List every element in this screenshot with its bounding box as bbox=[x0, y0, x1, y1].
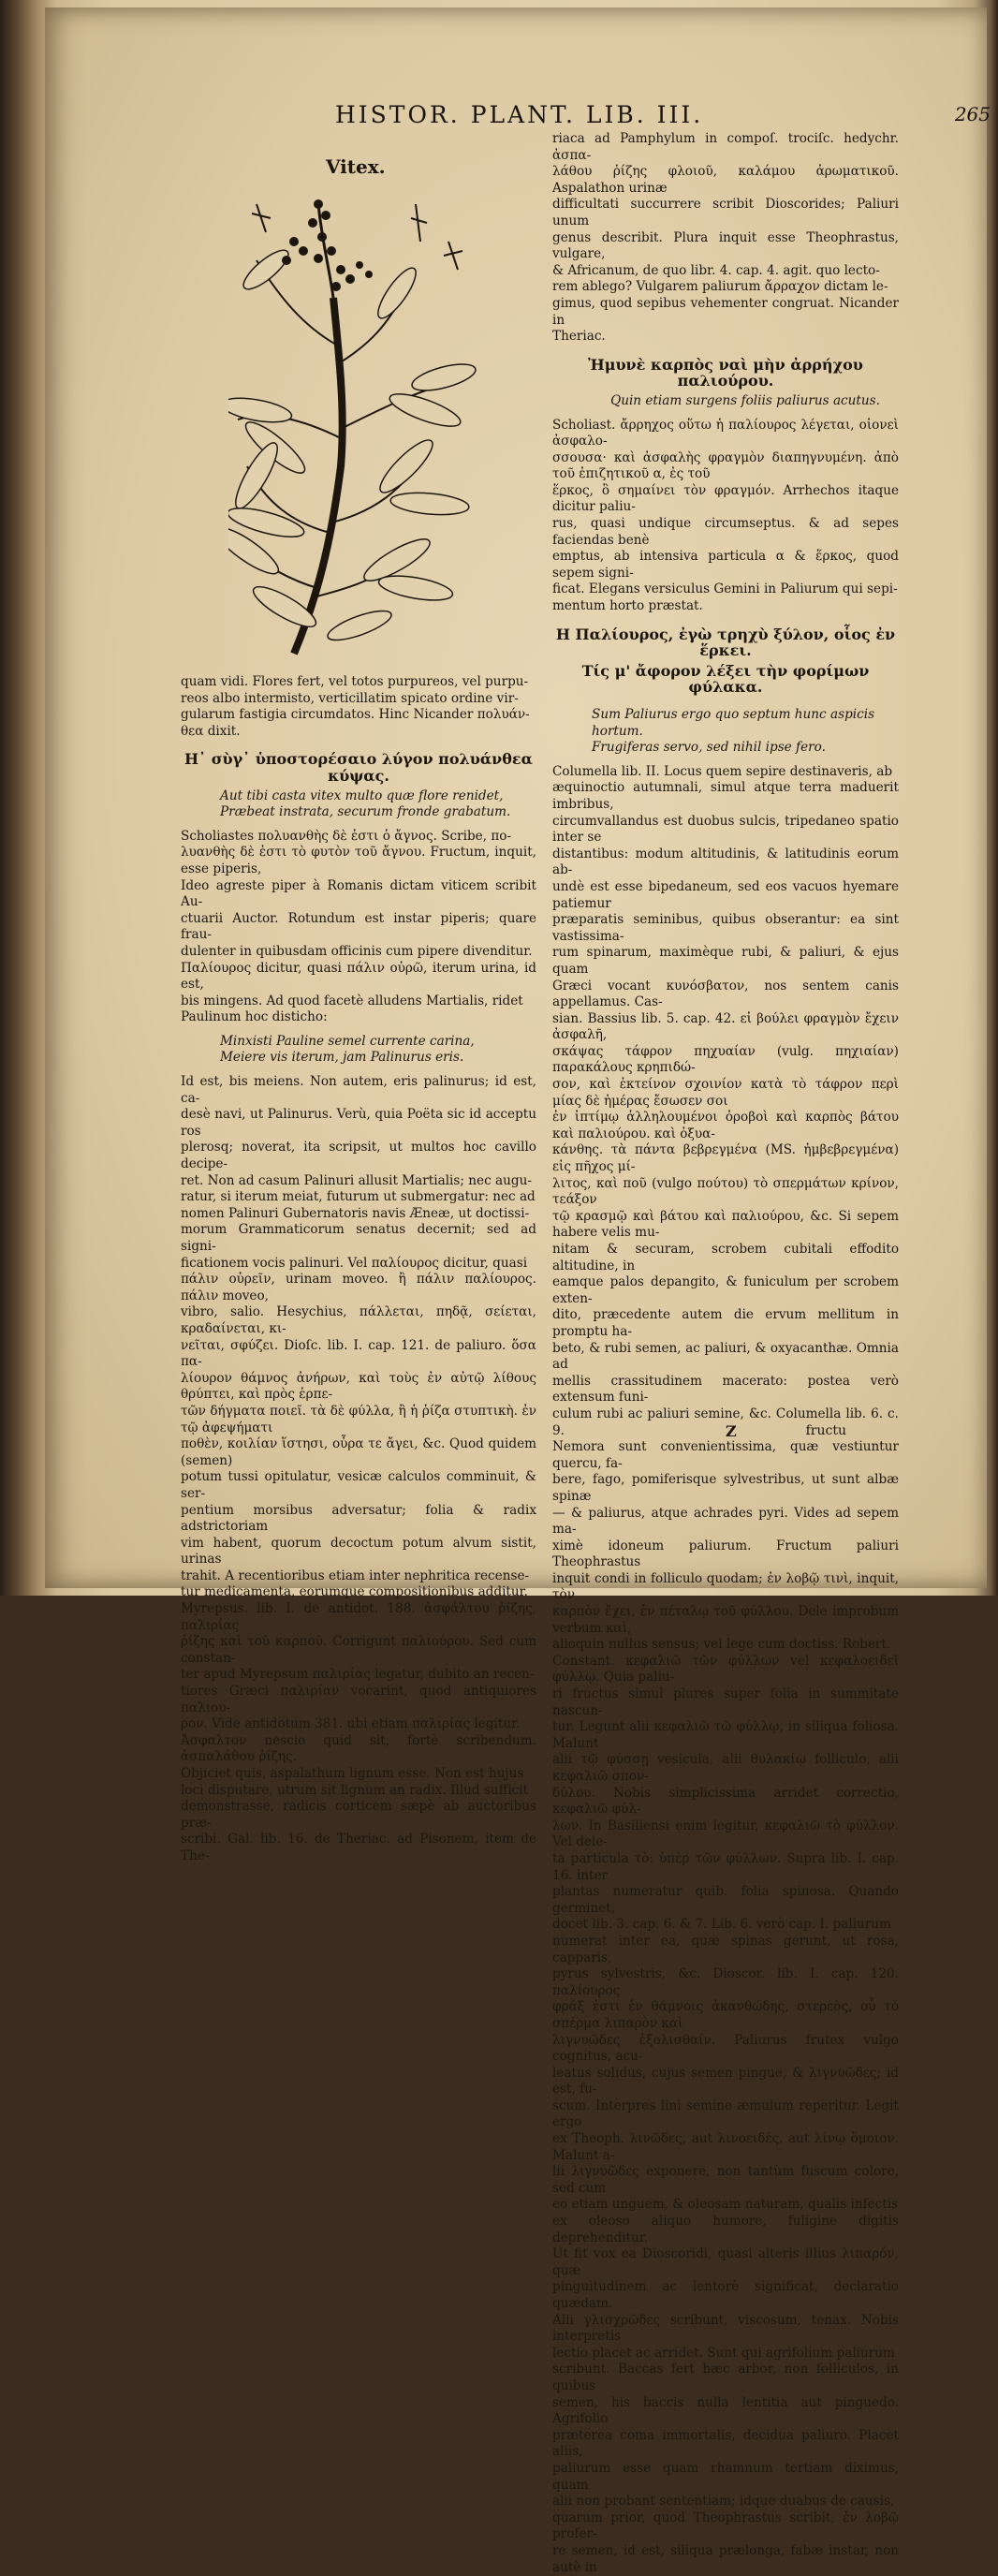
left-line: λυανθὴς δὲ ἐστι τὸ φυτὸν τοῦ ἄγνου. Fructum, inquit, esse piperis, bbox=[181, 845, 536, 876]
right-line: ximè idoneum paliurum. Fructum paliuri Theophrastus bbox=[552, 1538, 899, 1570]
right-line: ficat. Elegans versiculus Gemini in Paliurum qui sepi- bbox=[552, 581, 898, 597]
right-line: & Africanum, de quo libr. 4. cap. 4. agit. quo lecto- bbox=[552, 262, 880, 278]
right-line: ex Theoph. λινῶδες, aut λινοειδές, aut λίνῳ ὅμοιον. Malunt a- bbox=[552, 2131, 899, 2163]
right-line: — & paliurus, atque achrades pyri. Vides ad sepem ma- bbox=[552, 1505, 899, 1538]
right-line: Ut fit vox ea Dioscoridi, quasi alteris illius λιπαρόν, quæ bbox=[552, 2246, 899, 2278]
right-line: ta particula τὸ: ὑπὲρ τῶν φύλλων. Supra lib. I. cap. 16. inter bbox=[552, 1850, 899, 1883]
right-line: dito, præcedente autem die ervum mellitum in promptu ha- bbox=[552, 1307, 899, 1339]
left-line: ret. Non ad casum Palinuri allusit Martialis; nec augu- bbox=[181, 1172, 532, 1188]
running-head bbox=[335, 101, 991, 133]
left-latin-verse: Præbeat instrata, securum fronde grabatum. bbox=[220, 804, 511, 820]
right-line: Scholiast. ἄρρηχος οὕτω ἡ παλίουρος λέγεται, οἱονεὶ ἀσφαλο- bbox=[552, 417, 899, 449]
left-line: Ἀσφαλτον nescio quid sit, fortè scribendum. ἀσπαλάθου ῥίζης. bbox=[181, 1732, 536, 1765]
right-line: culum rubi ac paliuri semine, &c. Columella lib. 6. c. 9. bbox=[552, 1406, 899, 1438]
right-line: alioquin nullus sensus; vel lege cum doctiss. Robert. bbox=[552, 1637, 891, 1653]
right-line: κάνθης. τὰ πάντα βεβρεγμένα (MS. ἠμβεβρεγμένα) εἰς πῆχος μί- bbox=[552, 1142, 899, 1175]
right-line: difficultati succurrere scribit Dioscorides; Paliuri unum bbox=[552, 197, 899, 228]
left-line: demonstrasse, radicis corticem sæpè ab auctoribus præ- bbox=[181, 1799, 536, 1831]
left-line: θεα dixit. bbox=[181, 723, 241, 739]
left-line: Scholiastes πολυανθὴς δὲ ἐστι ὁ ἄγνος. Scribe, πο- bbox=[181, 828, 512, 844]
right-line: leatus solidus, cujus semen pingue, & λιγνυῶδες; id est, fu- bbox=[552, 2065, 899, 2098]
right-line: alii τῷ φύσσῃ vesicula, alii θυλακίῳ folliculo, alii κεφαλιῶ σπον- bbox=[552, 1752, 899, 1784]
right-line: Constant. κεφαλιῶ τῶν φύλλων vel κεφαλοειδεῖ φύλλῳ. Quia paliu- bbox=[552, 1653, 899, 1685]
right-line: eamque palos depangito, & funiculum per scrobem exten- bbox=[552, 1274, 899, 1306]
right-line: docet lib. 3. cap. 6. & 7. Lib. 6. verò cap. I. paliurum bbox=[552, 1917, 891, 1933]
right-greek-verse: Η Παλίουρος, ἐγὼ τρηχὺ ξύλον, οἷος ἐν ἕρκει. bbox=[555, 625, 896, 660]
left-line: pentium morsibus adversatur; folia & radix adstrictoriam bbox=[181, 1502, 536, 1535]
right-line: semen, his baccis nulla lentitia aut pinguedo. Agrifolio bbox=[552, 2394, 899, 2427]
left-line: quam vidi. Flores fert, vel totos purpureos, vel purpu- bbox=[181, 674, 529, 689]
left-line: Objiciet quis, aspalathum lignum esse. Non est hujus bbox=[181, 1766, 524, 1781]
right-line: genus describit. Plura inquit esse Theophrastus, vulgare, bbox=[552, 229, 899, 262]
right-line: scribunt. Baccas fert hæc arbor, non folliculos, in quibus bbox=[552, 2362, 899, 2393]
left-line: vim habent, quorum decoctum potum alvum sistit, urinas bbox=[181, 1535, 536, 1568]
right-greek-verse: Τίς μ' ἄφορον λέξει τὴν φορίμων φύλακα. bbox=[581, 661, 870, 697]
left-line: gularum fastigia circumdatos. Hinc Nicander πολυάν- bbox=[181, 707, 530, 723]
right-line: mellis crassitudinem macerato: postea verò extensum funi- bbox=[552, 1373, 899, 1406]
right-line: καρπὸν ἔχει, ἐν πέταλῳ τοῦ φύλλου. Dele improbum verbum καὶ, bbox=[552, 1604, 899, 1636]
signature-mark: Z bbox=[726, 1422, 737, 1440]
right-line: ex oleoso aliquo humore, fuligine digitis deprehenditur. bbox=[552, 2214, 899, 2245]
left-line: ficationem vocis palinuri. Vel παλίουρος dicitur, quasi bbox=[181, 1255, 528, 1271]
right-line: Theriac. bbox=[552, 329, 606, 345]
right-line: inquit condi in folliculo quodam; ἐν λοβῷ τινὶ, inquit, τὸν bbox=[552, 1570, 899, 1603]
left-line: Id est, bis meiens. Non autem, eris palinurus; id est, ca- bbox=[181, 1074, 536, 1106]
left-line: πάλιν οὐρεῖν, urinam moveo. ἢ πάλιν παλίουρος. πάλιν moveo, bbox=[181, 1272, 536, 1303]
right-line: lii λιγνυῶδες exponere, non tantùm fuscum colore, sed cum bbox=[552, 2164, 899, 2196]
right-line: rem ablego? Vulgarem paliurum ἄρραχον dictam le- bbox=[552, 279, 888, 295]
left-line: Myrepsus. lib. I. de antidot. 188. ἀσφάλτου ῥίζης, παλιρίας bbox=[181, 1601, 536, 1633]
left-line: bis mingens. Ad quod facetè alludens Martialis, ridet bbox=[181, 993, 523, 1008]
right-line: re semen, id est, siliqua prælonga, fabæ instar, non autè in bbox=[552, 2542, 899, 2575]
left-line: λίουρον θάμνος ἀνήρων, καὶ τοὺς ἐν αὐτῷ λίθους θρύπτει, καὶ πρὸς ἑρπε- bbox=[181, 1370, 536, 1403]
right-line: undè est esse bipedaneum, sed eos vacuos hyemare patiemur bbox=[552, 878, 899, 911]
right-line: τῷ κρασμῷ καὶ βάτου καὶ παλιούρου, &c. Si sepem habere velis mu- bbox=[552, 1208, 899, 1241]
left-line: ρον. Vide antidotum 381. ubi etiam παλιρίας legitur. bbox=[181, 1716, 521, 1732]
right-line: emptus, ab intensiva particula α & ἕρκος, quod sepem signi- bbox=[552, 549, 899, 581]
left-line: τῶν δήγματα ποιεῖ. τὰ δὲ φύλλα, ἢ ἡ ῥίζα στυπτικὴ. ἐν τῷ ἀφεψήματι bbox=[181, 1403, 536, 1435]
left-line: morum Grammaticorum senatus decernit; sed ad signi- bbox=[181, 1222, 536, 1254]
left-line: νεῖται, σφύζει. Dioſc. lib. I. cap. 121. de paliuro. ὅσα πα- bbox=[181, 1337, 536, 1370]
left-greek-verse: Η᾽ σὺγ᾽ ὑποστορέσαιο λύγον πολυάνθεα κύψας. bbox=[184, 750, 533, 785]
left-line: Ideo agreste piper à Romanis dictam viticem scribit Au- bbox=[181, 877, 536, 910]
left-line: ter apud Myrepsum παλιρίας legatur, dubito an recen- bbox=[181, 1667, 535, 1683]
right-line: σον, καὶ ἐκτείνον σχοινίον κατὰ τὸ τάφρον περὶ μίας δὲ ἡμέρας ἔσωσεν σοι bbox=[552, 1077, 899, 1109]
left-line: vibro, salio. Hesychius, πάλλεται, πηδᾷ, σείεται, κραδαίνεται, κι- bbox=[181, 1304, 536, 1336]
right-line: gimus, quod sepibus vehementer congruat. Nicander in bbox=[552, 295, 899, 328]
right-line: σσουσα· καὶ ἀσφαλὴς φραγμὸν διαπηγνυμένη. ἀπὸ τοῦ ἐπιζητικοῦ α, ἐς τοῦ bbox=[552, 449, 899, 482]
plant-berries bbox=[282, 199, 373, 291]
right-line: σκάψας τάφρον πηχυαίαν (vulg. πηχιαίαν) παρακάλους κρηπιδώ- bbox=[552, 1043, 899, 1076]
right-line: Alii γλισχρῶδες scribunt, viscosum, tenax. Nobis interpretis bbox=[552, 2312, 899, 2345]
right-line: riaca ad Pamphylum in compoſ. trociſc. hedychr. ἀσπα- bbox=[552, 131, 899, 163]
right-line: ri fructus simul plures super folia in summitate nascun- bbox=[552, 1686, 899, 1718]
right-line: λάθου ῥίζης φλοιοῦ, καλάμου ἀρωματικοῦ. Aspalathon urinæ bbox=[552, 164, 899, 196]
right-line: eo etiam unguem, & oleosam naturam, qualis infectis bbox=[552, 2197, 899, 2213]
right-line: scum. Interpres lini semine æmulum reperitur. Legit ergo bbox=[552, 2098, 899, 2130]
right-line: plantas numeratur quib. folia spinosa. Quando germinet, bbox=[552, 1884, 899, 1916]
left-line: Paulinum hoc distichο: bbox=[181, 1009, 328, 1025]
left-latin-verse: Minxisti Pauline semel currente carina, bbox=[220, 1033, 475, 1049]
left-line: tiores Græci παλιρίαν vocarint, quod antiquiores παλιου- bbox=[181, 1684, 536, 1715]
left-column-text bbox=[181, 674, 536, 1865]
left-latin-verse: Meiere vis iterum, jam Palinurus eris. bbox=[220, 1050, 464, 1066]
left-line: plerosq; noverat, ita scripsit, ut multos hoc cavillo decipe- bbox=[181, 1140, 536, 1172]
right-latin-verse: Frugiferas servo, sed nihil ipse fero. bbox=[592, 740, 826, 756]
page bbox=[45, 7, 991, 2575]
right-line: lectio placet ac arridet. Sunt qui agrifolium paliurum bbox=[552, 2345, 895, 2361]
right-line: distantibus: modum altitudinis, & latitudinis eorum ab- bbox=[552, 846, 899, 878]
left-line: nomen Palinuri Gubernatoris navis Æneæ, ut doctissi- bbox=[181, 1205, 530, 1221]
catchword: fructu bbox=[805, 1423, 846, 1438]
right-line: pinguitudinem ac lentorè significat, declaratio quædam. bbox=[552, 2279, 899, 2311]
right-line: mentum horto præstat. bbox=[552, 598, 703, 614]
right-line: sian. Bassius lib. 5. cap. 42. εἰ βούλει φραγμὸν ἔχειν ἀσφαλῆ, bbox=[552, 1010, 899, 1043]
left-line: trahit. A recentioribus etiam inter nephritica recense- bbox=[181, 1568, 530, 1583]
right-line: Nemora sunt convenientissima, quæ vestiuntur quercu, fa- bbox=[552, 1439, 899, 1471]
right-line: tur. Legunt alii κεφαλιῶ τῶ φύλλῳ, in siliqua foliosa. Malunt bbox=[552, 1719, 899, 1751]
left-line: tur medicamenta, eorumque compositionibus additur. bbox=[181, 1584, 528, 1600]
right-line: numerat inter ea, quæ spinas gerunt, ut rosa, capparis, bbox=[552, 1933, 899, 1965]
vitex-woodcut-illustration bbox=[228, 185, 481, 663]
right-line: præterea coma immortalis, decidua paliuro. Placet aliis, bbox=[552, 2427, 899, 2460]
right-latin-verse: Sum Paliurus ergo quo septum hunc aspicis hortum. bbox=[592, 707, 875, 739]
left-line: ratur, si iterum meiat, futurum ut submergatur: nec ad bbox=[181, 1189, 536, 1205]
left-line: potum tussi opitulatur, vesicæ calculos comminuit, & ser- bbox=[181, 1469, 536, 1501]
right-line: beto, & rubi semen, ac paliuri, & oxyacanthæ. Omnia ad bbox=[552, 1340, 899, 1373]
running-title: HISTOR. PLANT. LIB. III. bbox=[335, 101, 704, 128]
left-line: reos albo intermisto, verticillatim spicato ordine vir- bbox=[181, 690, 519, 706]
left-line: Παλίουρος dicitur, quasi πάλιν οὐρῶ, iterum urina, id est, bbox=[181, 960, 536, 993]
left-line: desè navi, ut Palinurus. Verù, quia Poëta sic id acceptu ros bbox=[181, 1107, 536, 1139]
right-line: ἐν ἰπτίμῳ ἀλληλουμένοι ὀροβοὶ καὶ καρπὸς βάτου καὶ παλιούρου. καὶ ὀξυα- bbox=[552, 1110, 899, 1141]
right-line: bere, fago, pomiferisque sylvestribus, ut sunt albæ spinæ bbox=[552, 1472, 899, 1504]
left-line: dulenter in quibusdam officinis cum pipere divenditur. bbox=[181, 943, 533, 959]
left-line: scribi. Gal. lib. 16. de Theriac. ad Pisonem, item de The- bbox=[181, 1832, 536, 1863]
right-line: quarum prior, quod Theophrastus scribit, ἐν λοβῷ profer- bbox=[552, 2510, 899, 2542]
right-line: φράξ ἐστι ἐν θάμνοις ἀκανθώδης, στερεὸς, οὗ τὸ σπέρμα λιπαρὸν καὶ bbox=[552, 1999, 899, 2031]
right-line: λιγνυῶδες ἐξολισθαίν. Paliurus frutex vulgo cognitus, acu- bbox=[552, 2032, 899, 2065]
right-line: Græci vocant κυνόσβατον, nos sentem canis appellamus. Cas- bbox=[552, 978, 899, 1010]
right-line: paliurum esse quam rhamnum tertiam diximus, quam bbox=[552, 2460, 899, 2493]
figure-title: Vitex. bbox=[326, 155, 386, 178]
right-line: rus, quasi undique circumseptus. & ad sepes faciendas benè bbox=[552, 516, 899, 548]
left-latin-verse: Aut tibi casta vitex multo quæ flore renidet, bbox=[220, 788, 504, 803]
right-line: λων. In Basiliensi enim legitur, κεφαλιῶ τὸ φύλλον. Vel dele- bbox=[552, 1818, 899, 1850]
right-line: rum spinarum, maximèque rubi, & paliuri, & ejus quam bbox=[552, 945, 899, 977]
left-line: loci disputare, utrum sit lignum an radix. Illud sufficit bbox=[181, 1782, 529, 1798]
left-line: ποθὲν, κοιλίαν ἵστησι, οὖρα τε ἄγει, &c. Quod quidem (semen) bbox=[181, 1436, 536, 1468]
right-line: λιτος, καὶ ποῦ (vulgo πούτου) τὸ σπερμάτων κρίνον, τεάξον bbox=[552, 1175, 899, 1208]
right-line: Columella lib. II. Locus quem sepire destinaveris, ab bbox=[552, 763, 893, 779]
right-line: alii non probant sententiam; idque duabus de causis, bbox=[552, 2494, 895, 2510]
right-latin-verse: Quin etiam surgens foliis paliurus acutus. bbox=[610, 392, 880, 408]
right-line: æquinoctio autumnali, simul atque terra maduerit imbribus, bbox=[552, 780, 899, 812]
right-line: ἕρκος, ὃ σημαίνει τὸν φραγμόν. Arrhechos itaque dicitur paliu- bbox=[552, 482, 899, 515]
right-line: circumvallandus est duobus sulcis, tripedaneo spatio inter se bbox=[552, 813, 899, 846]
right-line: pyrus sylvestris, &c. Dioscor. lib. I. cap. 120. παλίουρος bbox=[552, 1966, 899, 1998]
right-line: præparatis seminibus, quibus obserantur: ea sint vastissima- bbox=[552, 912, 899, 944]
right-line: δύλου. Nobis simplicissima arridet correctio, κεφαλιῶ φύλ- bbox=[552, 1785, 899, 1818]
left-line: ctuarii Auctor. Rotundum est instar piperis; quare frau- bbox=[181, 910, 536, 943]
right-column-text bbox=[552, 131, 899, 2576]
page-number: 265 bbox=[954, 103, 991, 125]
right-greek-verse: Ἠμυνὲ καρπὸς ναὶ μὴν ἀρρήχου παλιούρου. bbox=[588, 355, 863, 390]
right-line: nitam & securam, scrobem cubitali effodito altitudine, in bbox=[552, 1242, 899, 1273]
left-line: ῥίζης καὶ τοῦ καρποῦ. Corrigunt παλιούρου. Sed cum constan- bbox=[181, 1634, 536, 1666]
